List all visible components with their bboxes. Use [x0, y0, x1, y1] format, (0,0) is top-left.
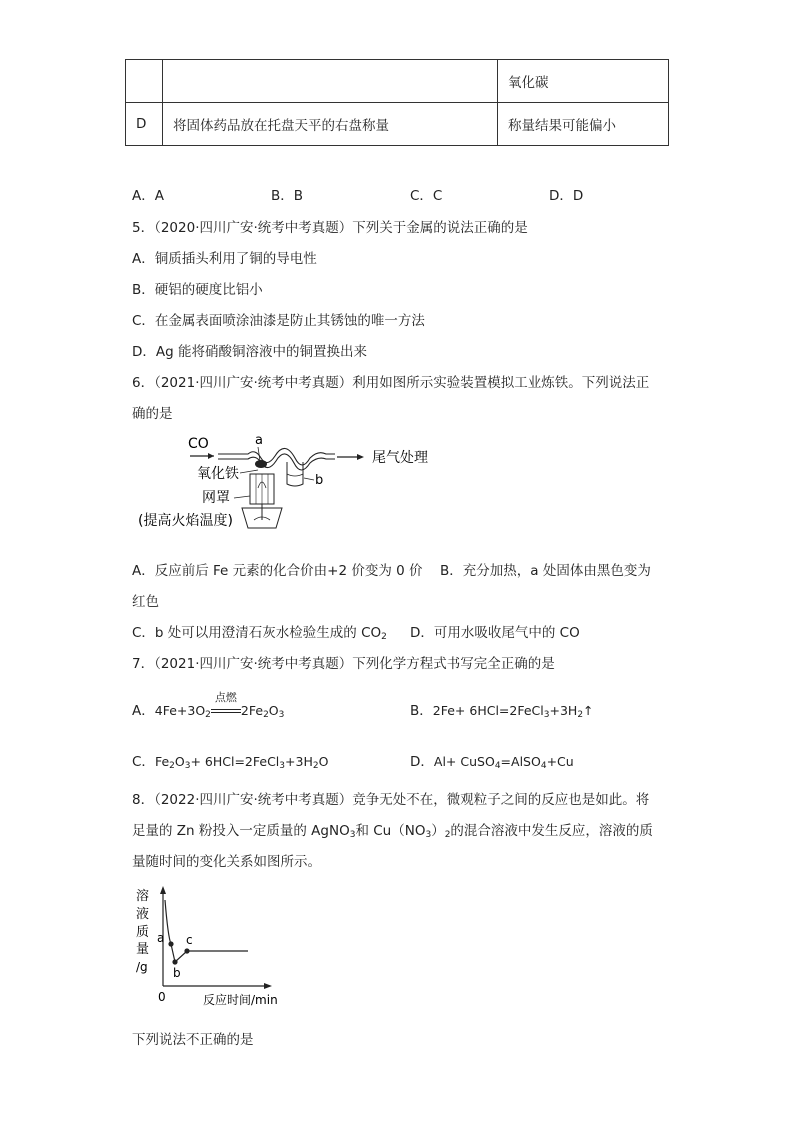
fig-label-mesh: 网罩: [202, 490, 230, 506]
graph-ylabel-3: 质: [136, 925, 150, 940]
fig-label-exhaust: 尾气处理: [372, 450, 428, 466]
q6-stem-line1: 6．（2021·四川广安·统考中考真题）利用如图所示实验装置模拟工业炼铁。下列说法正: [132, 375, 650, 391]
q8-stem-line2: 足量的 Zn 粉投入一定质量的 AgNO$_3$和 $Cu(NO_3)_2$的混合溶液中发生反应，溶液的质: [132, 823, 653, 840]
fig-label-a: a: [255, 433, 263, 448]
graph-xlabel: 反应时间/min: [203, 993, 278, 1007]
q5-option-a: A．铜质插头利用了铜的导电性: [132, 251, 317, 267]
graph-ylabel-5: /g: [136, 960, 148, 974]
q4-option-b: B．B: [271, 188, 304, 204]
table-cell: D: [126, 103, 163, 146]
q5-option-d: D．Ag 能将硝酸铜溶液中的铜置换出来: [132, 344, 367, 360]
table-row: [126, 103, 669, 146]
graph-origin: 0: [158, 990, 166, 1004]
table-cell: 称量结果可能偏小: [498, 103, 669, 146]
q8-stem-line1: 8．（2022·四川广安·统考中考真题）竞争无处不在，微观粒子之间的反应也是如此。将: [132, 792, 650, 808]
fig-label-b: b: [315, 473, 324, 488]
graph-ylabel-4: 量: [136, 942, 150, 957]
q8-question: 下列说法不正确的是: [132, 1032, 254, 1048]
q4-option-c: C．C: [410, 188, 443, 204]
q7-option-a: A．$4Fe+3O_2$ 点燃 $2Fe_2O_3$: [132, 691, 285, 720]
graph-point-a: a: [157, 931, 165, 945]
fig-label-mesh-note: (提高火焰温度): [138, 513, 233, 529]
graph-ylabel-1: 溶: [136, 889, 150, 904]
solution-mass-graph: [128, 882, 293, 1010]
q6-option-b-line2: 红色: [132, 594, 159, 610]
graph-ylabel-2: 液: [136, 907, 150, 922]
fig-label-co: CO: [188, 436, 209, 452]
q8-stem-line3: 量随时间的变化关系如图所示。: [132, 854, 321, 870]
q6-option-d: D．可用水吸收尾气中的 CO: [410, 625, 580, 641]
q6-option-b-line1: B．充分加热，a 处固体由黑色变为: [440, 563, 651, 579]
q4-option-a: A．A: [132, 188, 164, 204]
q7-option-b: B．$2Fe+ 6HCl=2FeCl_3+3H_2↑$: [410, 703, 594, 720]
answer-table: [125, 59, 669, 146]
table-row: [126, 60, 669, 103]
q7-option-c: C．$Fe_2O_3+$ $6HCl=2FeCl_3+3H_2O$: [132, 754, 329, 771]
q6-option-c: C．b 处可以用澄清石灰水检验生成的 $CO_2$: [132, 625, 387, 642]
table-cell: [126, 60, 163, 103]
q7-option-d: D．Al+ CuSO$_4$=AlSO$_4$+Cu: [410, 754, 574, 771]
q6-stem-line2: 确的是: [132, 406, 173, 422]
table-cell: 氧化碳: [498, 60, 669, 103]
fig-label-iron-oxide: 氧化铁: [197, 466, 239, 482]
q6-option-a: A．反应前后 Fe 元素的化合价由+2 价变为 0 价: [132, 563, 423, 579]
q5-option-b: B．硬铝的硬度比铝小: [132, 282, 263, 298]
iron-smelting-apparatus-figure: [130, 428, 450, 533]
graph-point-c: c: [186, 933, 193, 947]
q4-option-d: D．D: [549, 188, 584, 204]
graph-point-b: b: [173, 966, 181, 980]
q7-stem: 7．（2021·四川广安·统考中考真题）下列化学方程式书写完全正确的是: [132, 656, 555, 672]
table-cell: 将固体药品放在托盘天平的右盘称量: [163, 103, 498, 146]
q5-option-c: C．在金属表面喷涂油漆是防止其锈蚀的唯一方法: [132, 313, 425, 329]
table-cell: [163, 60, 498, 103]
q5-stem: 5．（2020·四川广安·统考中考真题）下列关于金属的说法正确的是: [132, 220, 528, 236]
